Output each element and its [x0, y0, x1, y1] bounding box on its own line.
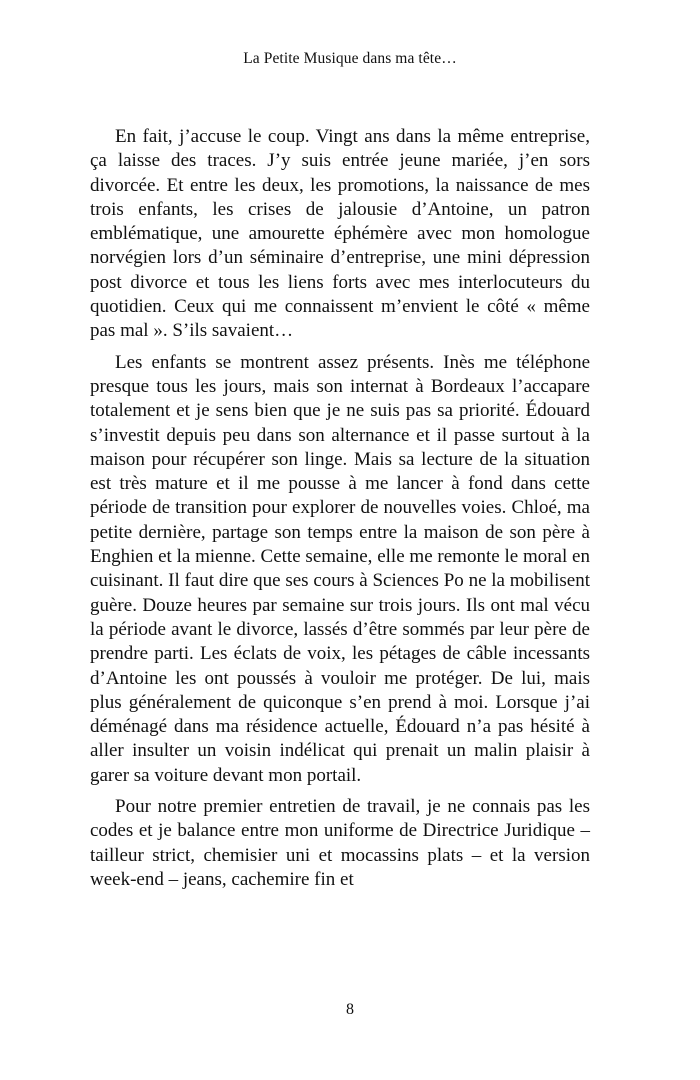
body-text — [90, 125, 590, 899]
paragraph: En fait, j’accuse le coup. Vingt ans dans la même entreprise, ça laisse des traces. J’y suis entrée jeune mariée, j’en sors divorcée. Et entre les deux, les promotions, la naissance de mes trois enfants, les crises de jalousie d’Antoine, un patron emblématique, une amourette éphémère avec mon homologue norvégien lors d’un séminaire d’entreprise, une mini dépression post divorce et tous les liens forts avec mes interlocuteurs du quotidien. Ceux qui me connaissent m’envient le côté « même pas mal ». S’ils savaient… — [90, 126, 590, 342]
paragraph: Pour notre premier entretien de travail, je ne connais pas les codes et je balance entre mon uniforme de Directrice Juridique – tailleur strict, chemisier uni et mocassins plats – et la version week-end – jeans, cachemire fin et — [90, 796, 590, 890]
paragraph: Les enfants se montrent assez présents. Inès me téléphone presque tous les jours, mais son internat à Bordeaux l’accapare totalement et je sens bien que je ne suis pas sa priorité. Édouard s’investit depuis peu dans son alternance et il passe surtout à la maison pour récupérer son linge. Mais sa lecture de la situation est très mature et il me pousse à me lancer à fond dans cette période de transition pour explorer de nouvelles voies. Chloé, ma petite dernière, partage son temps entre la maison de son père à Enghien et la mienne. Cette semaine, elle me remonte le moral en cuisinant. Il faut dire que ses cours à Sciences Po ne la mobilisent guère. Douze heures par semaine sur trois jours. Ils ont mal vécu la période avant le divorce, lassés d’être sommés par leur père de prendre parti. Les éclats de voix, les pétages de câble incessants d’Antoine les ont poussés à vouloir me protéger. De lui, mais plus généralement de quiconque s’en prend à moi. Lorsque j’ai déménagé dans ma résidence actuelle, Édouard n’a pas hésité à aller insulter un voisin indélicat qui prenait un malin plaisir à garer sa voiture devant mon portail. — [90, 351, 590, 786]
running-header: La Petite Musique dans ma tête… — [243, 50, 457, 67]
page-number: 8 — [346, 1001, 354, 1018]
